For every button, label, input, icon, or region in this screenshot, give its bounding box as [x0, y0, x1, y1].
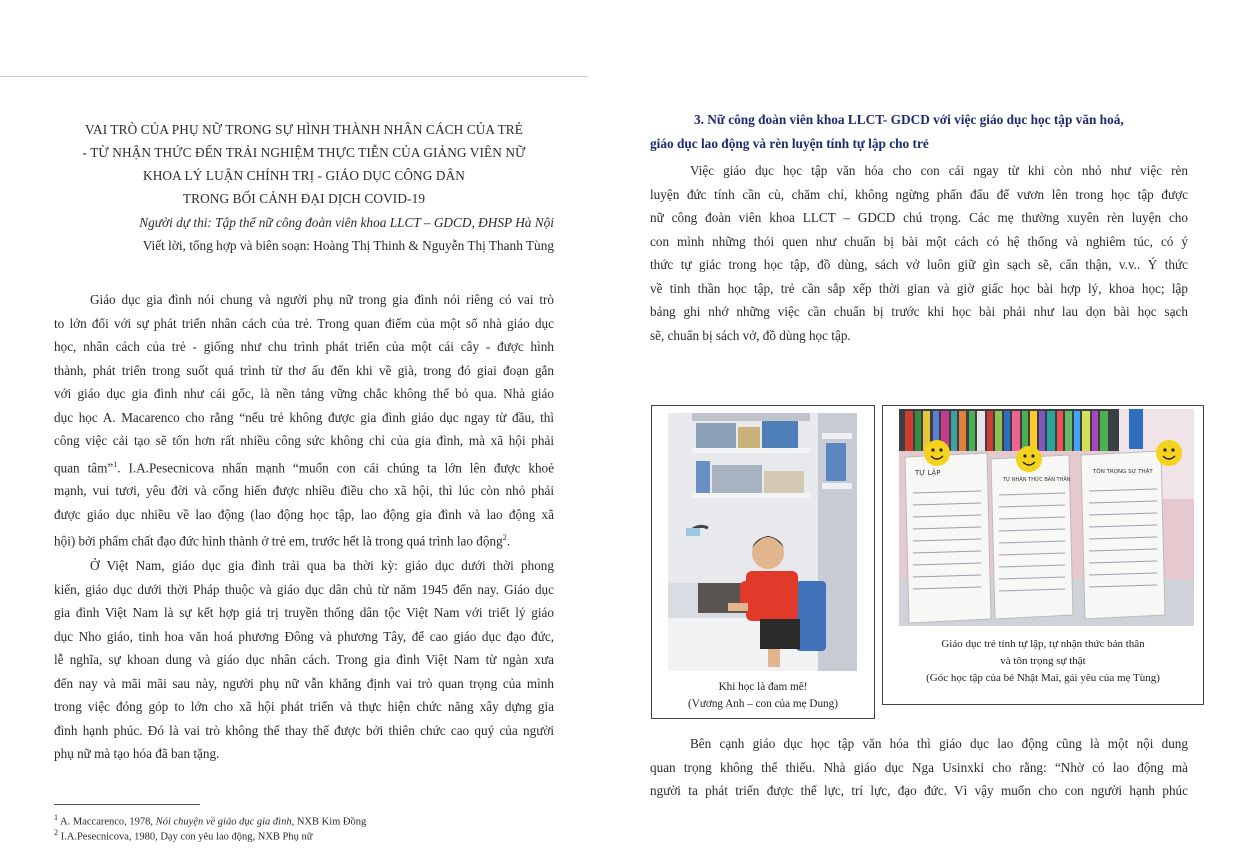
- text-line: con mình những thói quen như chuẩn bị bài một cách có hệ thống và nghiêm túc, có ý: [650, 233, 1188, 249]
- document-title: [54, 118, 554, 210]
- section-heading: [650, 108, 1188, 156]
- caption-line: và tôn trọng sự thật: [1000, 655, 1086, 667]
- figure1-caption: [652, 679, 874, 713]
- text-line: phụ nữ mà tạo hóa đã ban tặng.: [54, 746, 220, 762]
- text-line: to lớn đối với sự phát triển nhân cách của trẻ. Trong quan điểm của một số nhà giáo dục: [54, 315, 554, 331]
- right-paragraph-1: [650, 159, 1188, 347]
- heading-line: giáo dục lao động và rèn luyện tính tự lập cho trẻ: [650, 136, 929, 151]
- footnote-mark: 1: [113, 459, 118, 469]
- footnote-publisher: NXB Kim Đồng: [294, 816, 367, 828]
- title-line: KHOA LÝ LUẬN CHÍNH TRỊ - GIÁO DỤC CÔNG DÂN: [143, 168, 465, 183]
- title-line: VAI TRÒ CỦA PHỤ NỮ TRONG SỰ HÌNH THÀNH NHÂN CÁCH CỦA TRẺ: [85, 122, 523, 137]
- figure-study-corner: [882, 405, 1204, 705]
- footnote-number: 2: [54, 828, 58, 837]
- left-paragraph-2: [54, 554, 554, 766]
- footnote-divider: [54, 804, 200, 805]
- note-label: TÔN TRỌNG SỰ THẬT: [1093, 469, 1153, 475]
- left-page: [54, 118, 554, 766]
- text-line: học, nhân cách của trẻ - giống như chu trình phát triển của một cái cây - được hình: [54, 339, 554, 354]
- right-page: [650, 108, 1188, 347]
- footnote-2: [54, 826, 312, 845]
- text-line: đình hạnh phúc. Đó là vai trò không thể thay thế được bởi thiên chức cao quý của người: [54, 722, 554, 738]
- text-line: kiến, giáo dục dưới thời Pháp thuộc và giáo dục dân chủ từ năm 1945 đến nay. Giáo dục: [54, 581, 554, 597]
- text-line: người ta phát triển được thể lực, trí lực, đạo đức. Vì vậy muốn cho con người hạnh phúc: [650, 783, 1188, 798]
- figure2-caption: [883, 636, 1203, 687]
- note-label: TỰ NHẬN THỨC BẢN THÂN: [1003, 477, 1071, 483]
- footnote-text: I.A.Pesecnicova, 1980, Dạy con yêu lao động, NXB Phụ nữ: [58, 831, 313, 843]
- text-line: nữ công đoàn viên khoa LLCT – GDCD chú trọng. Các mẹ thường xuyên rèn luyện cho: [650, 210, 1188, 225]
- contestant-line: Người dự thi: Tập thể nữ công đoàn viên khoa LLCT – GDCD, ĐHSP Hà Nội: [139, 215, 554, 230]
- text-line: với giáo dục gia đình như cái gốc, là nền tảng vững chắc không thể bỏ qua. Nhà giáo: [54, 386, 554, 401]
- text-line: bảng ghi nhớ những việc cần chuẩn bị trước khi học bài phải như lau dọn bài học sạch: [650, 304, 1188, 319]
- text-line: thành, phát triển trong suốt quá trình từ thơ ấu đến khi về già, trong đó giai đoạn gắn: [54, 362, 554, 378]
- left-paragraph-1: [54, 288, 554, 553]
- title-line: - TỪ NHẬN THỨC ĐẾN TRẢI NGHIỆM THỰC TIỄN CỦA GIẢNG VIÊN NỮ: [82, 145, 526, 160]
- text-line: được giáo dục nhiều về lao động (lao động học tập, lao động gia đình và lao động xã: [54, 506, 554, 522]
- text-line-with-footnote: hội) bởi phẩm chất đạo đức hình thành ở trẻ em, trước hết là trong quá trình lao động$^2$.: [54, 533, 510, 549]
- text-line: dục Nho giáo, tinh hoa văn hoá phương Đông và phương Tây, để cao giáo dục đạo đức,: [54, 628, 554, 644]
- figure-study-photo: [651, 405, 875, 719]
- text-line: Việc giáo dục học tập văn hóa cho con cái ngay từ khi còn nhỏ như việc rèn: [690, 163, 1188, 178]
- note-label: TỰ LẬP: [915, 469, 941, 477]
- text-line: công việc cải tạo sẽ tốn hơn rất nhiều công sức không chỉ của gia đình, mà xã hội phải: [54, 433, 554, 448]
- text-line: mạnh, vui tươi, yêu đời và cống hiến được nhiều điều cho xã hội, thì lúc còn nhỏ phải: [54, 483, 554, 499]
- footnote-book-title: Nói chuyện về giáo dục gia đình,: [155, 816, 295, 828]
- caption-line: Giáo dục trẻ tính tự lập, tự nhận thức bản thân: [941, 638, 1145, 650]
- text-line: dục học A. Macarenco cho rằng “nếu trẻ không được gia đình giáo dục ngay từ đầu, thì: [54, 409, 554, 425]
- right-paragraph-2: [650, 732, 1188, 803]
- text-line: quan trọng không thể thiếu. Nhà giáo dục Nga Usinxki cho rằng: “Nhờ có lao động mà: [650, 759, 1188, 775]
- text-line: trong việc đóng góp to lớn cho xã hội phát triển và thực hiện chức năng xây dựng gia: [54, 699, 554, 715]
- text-line: luyện đức tính cần cù, chăm chỉ, không ngừng phấn đấu để vươn lên trong học tập được: [650, 186, 1188, 202]
- text-line: sẽ, chuẩn bị sách vở, đồ dùng học tập.: [650, 327, 851, 343]
- text-segment: . I.A.Pesecnicova nhấn mạnh “muốn con cái chúng ta lớn lên được khoẻ: [117, 459, 554, 475]
- footnote-number: 1: [54, 813, 58, 822]
- page-top-divider: [0, 76, 588, 77]
- photo-boy-studying: [668, 413, 857, 671]
- title-line: TRONG BỐI CẢNH ĐẠI DỊCH COVID-19: [182, 191, 426, 206]
- text-line-with-footnote: [54, 453, 554, 480]
- photo-study-corner: [899, 409, 1194, 626]
- caption-line: (Vương Anh – con của mẹ Dung): [688, 698, 838, 710]
- text-line: Bên cạnh giáo dục học tập văn hóa thì giáo dục lao động cũng là một nội dung: [690, 736, 1188, 751]
- footnote-text: A. Maccarenco, 1978,: [58, 816, 156, 828]
- smiley-icon: [1016, 446, 1042, 472]
- text-line: thức tự giác trong học tập, đồ dùng, sách vở luôn giữ gìn sạch sẽ, cẩn thận, v.v.. Ý thức: [650, 257, 1188, 272]
- text-segment: hội) bởi phẩm chất đạo đức hình thành ở trẻ em, trước hết là trong quá trình lao động: [54, 533, 503, 549]
- notes-on-wall-illustration: [899, 409, 1194, 626]
- text-line: Ở Việt Nam, giáo dục gia đình trải qua ba thời kỳ: giáo dục dưới thời phong: [90, 558, 554, 574]
- text-line: về tinh thần học tập, trẻ cần sắp xếp thời gian và giờ giấc học bài hợp lý, khoa học; lập: [650, 280, 1188, 296]
- caption-line: (Góc học tập của bé Nhật Mai, gái yêu của mẹ Tùng): [926, 672, 1160, 684]
- heading-line: 3. Nữ công đoàn viên khoa LLCT- GDCD với việc giáo dục học tập văn hoá,: [694, 112, 1124, 127]
- smiley-icon: [1156, 440, 1182, 466]
- boy-at-desk-illustration: [668, 413, 857, 671]
- text-line: gia đình Việt Nam là sự kết hợp giá trị truyền thống dân tộc Việt Nam với triết lý giáo: [54, 605, 554, 621]
- footnote-mark: 2: [502, 533, 507, 543]
- text-line: đến nay và mãi mãi sau này, người phụ nữ vẫn khẳng định vai trò quan trọng của mình: [54, 675, 554, 691]
- text-line: lễ nghĩa, sự khoan dung và giáo dục nhân cách. Trong gia đình Việt Nam từ ngàn xưa: [54, 652, 554, 668]
- text-segment: quan tâm”: [54, 459, 114, 475]
- authors-line: Viết lời, tổng hợp và biên soạn: Hoàng Thị Thinh & Nguyễn Thị Thanh Tùng: [142, 238, 554, 253]
- smiley-icon: [924, 440, 950, 466]
- text-line: Giáo dục gia đình nói chung và người phụ nữ trong gia đình nói riêng có vai trò: [90, 292, 554, 307]
- caption-line: Khi học là đam mê!: [718, 681, 808, 693]
